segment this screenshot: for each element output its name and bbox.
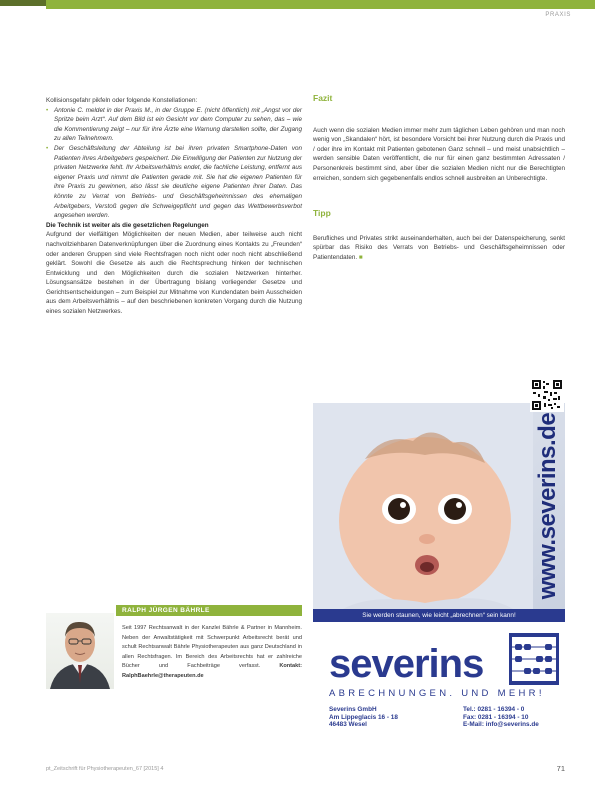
page-number: 71 — [556, 764, 565, 773]
author-box — [46, 605, 302, 745]
footer-source: pt_Zeitschrift für Physiotherapeuten_67 [2015] 4 — [46, 766, 164, 772]
ad-phone: Tel.: 0281 - 16394 - 0 — [463, 706, 525, 713]
vertical-url[interactable] — [531, 403, 565, 609]
body-paragraph: Aufgrund der vielfältigen Möglichkeiten der neuen Medien, aber teilweise auch nicht nachvollziehbaren Datenverknüpfungen über die Zuordnung eines Kontakts zu „Freunden“ oder anderen Gruppen sind viele Rechtsfragen noch nicht oder noch nicht abschließend geklärt. Sowohl die Gesetze als auch die Rechtsprechung hinken der technischen Entwicklung und den Möglichkeiten durch die sozialen Netzwerken hinterher. Lösungsansätze bestehen in der Übertragung bislang vorliegender Gesetze und Gerichtsentscheidungen – zum Beispiel zur Mitnahme von Kundendaten beim Ausscheiden aus dem Arbeitsverhältnis – auf den beschriebenen konkreten Vorgang durch die Nutzung eines sozialen Netzwerkes. — [46, 231, 302, 316]
right-column — [313, 94, 565, 263]
abacus-icon — [509, 633, 559, 685]
author-photo — [46, 613, 114, 689]
list-item — [46, 106, 302, 144]
running-head: PRAXIS — [545, 12, 571, 18]
qr-code-graphic — [532, 380, 562, 410]
bullet-icon: • — [46, 144, 49, 152]
tipp-text: Berufliches und Privates strikt auseinanderhalten, auch bei der Datenspeicherung, senkt spürbar das Risiko des Verrats von Betriebs- und Geschäftsgeheimnissen oder Patientendaten. — [313, 234, 565, 261]
list-item-text: Der Geschäftsleitung der Abteilung ist bei ihren privaten Smartphone-Daten von Patienten ihres Arbeitgebers gespeichert. Die Einwilligung der Patienten zur Nutzung der privaten Netzwerke fehlt. Ihr Arbeitsverhältnis endet, die fachliche Leistung, entfernt aus eigener Praxis und nimmt die Patienten gerade mit. Sie hat die eigenen Patienten für ihre Praxis zu gewinnen, also lässt sie deutliche eigene Patienten ihrer Daten. Das könnte zu Verrat von Betriebs- und Geschäftsgeheimnissen des ehemaligen Arbeitgebers, Verstoß gegen die Schweigepflicht und gegen das Wettbewerbsverbot angesehen werden. — [54, 144, 302, 220]
ad-city: 46483 Wesel — [329, 721, 367, 729]
author-bio — [122, 624, 302, 682]
ad-email[interactable]: E-Mail: info@severins.de — [463, 721, 539, 729]
top-color-strip-dark — [0, 0, 46, 6]
author-contact: Kontakt: RalphBaehrle@therapeuten.de — [122, 663, 302, 679]
example-list — [46, 106, 302, 221]
vertical-url-text[interactable]: www.severins.de — [534, 412, 561, 600]
fazit-paragraph: Auch wenn die sozialen Medien immer mehr zum täglichen Leben gehören und man noch wenig von „Skandalen“ hört, ist besondere Vorsicht bei ihrer Nutzung durch die Praxis und / oder ihre im Kontakt mit Patienten gebotenen Ganz schnell – und meist unabsichtlich – werden sensible Daten veröffentlicht, die nur für einen ganz bestimmten Adressaten / Personenkreis bestimmt sind, aber über die sozialen Medien nicht nur die Berechtigten erreichen, sondern sich gegebenenfalls endlos schnell ausbreiten an Unberechtigte. — [313, 126, 565, 182]
ad-logo-area — [313, 622, 565, 763]
severins-advertisement — [313, 403, 565, 763]
tipp-paragraph — [313, 234, 565, 263]
end-mark-icon: ■ — [358, 253, 363, 261]
ad-slogan-banner: Sie werden staunen, wie leicht „abrechnen“ sein kann! — [313, 609, 565, 622]
section-heading: Die Technik ist weiter als die gesetzlichen Regelungen — [46, 221, 209, 229]
severins-tagline: ABRECHNUNGEN. UND MEHR! — [329, 688, 545, 699]
baby-face-icon — [313, 403, 533, 609]
list-item — [46, 144, 302, 221]
author-portrait-icon — [46, 613, 114, 689]
ad-fax: Fax: 0281 - 16394 - 10 — [463, 713, 529, 721]
bullet-icon: • — [46, 106, 49, 114]
fazit-heading: Fazit — [313, 93, 333, 103]
ad-contact-details — [463, 706, 563, 729]
intro-paragraph: Kollisionsgefahr pikfeln oder folgende Konstellationen: — [46, 97, 198, 104]
ad-street: Am Lippeglacis 16 - 18 — [329, 713, 398, 721]
qr-code-icon[interactable] — [530, 378, 564, 412]
ad-company-name: Severins GmbH — [329, 706, 377, 713]
list-item-text: Antonie C. meldet in der Praxis M., in der Gruppe E. (nicht öffentlich) mit „Angst vor der Spritze beim Arzt“. Auf dem Bild ist ein Gesicht vor dem Computer zu sehen, das – wie die Kommentierung zeigt – nur für ihre Ärzte eine Warnung darstellen sollte, der Zugang zu allen Teilnehmern. — [54, 106, 302, 143]
top-color-strip — [46, 0, 595, 9]
ad-address — [329, 706, 449, 729]
left-column — [46, 96, 302, 317]
author-bio-text: Seit 1997 Rechtsanwalt in der Kanzlei Bährle & Partner in Mannheim. Neben der Anwaltstätigkeit mit Schwerpunkt Arbeitsrecht berät und schult Rechtsanwalt Bährle Physiotherapeuten aus ganz Deutschland in allen Rechtsfragen. Im Bereich des Arbeitsrechts hat er zahlreiche Bücher und Fachbeiträge verfasst. — [122, 625, 302, 670]
tipp-heading: Tipp — [313, 208, 331, 219]
severins-logo: severins — [329, 642, 484, 686]
author-name-bar: RALPH JÜRGEN BÄHRLE — [116, 605, 302, 616]
ad-baby-photo — [313, 403, 565, 609]
